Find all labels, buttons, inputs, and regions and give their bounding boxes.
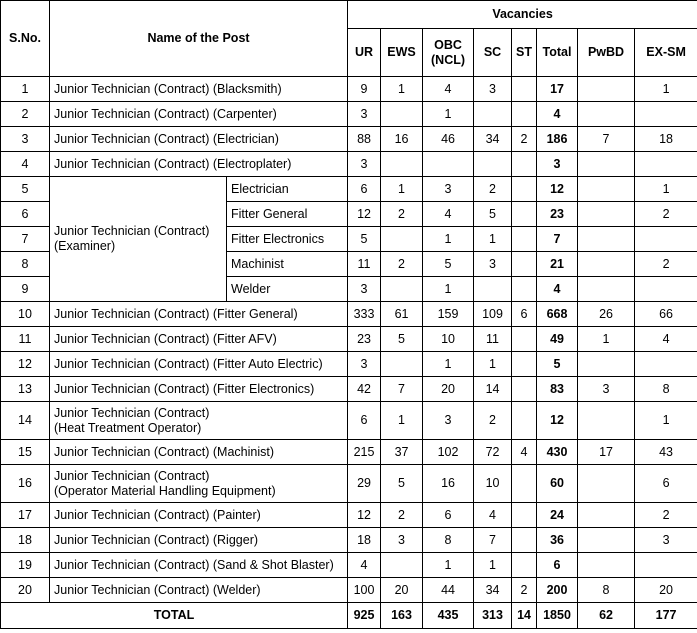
cell-post: Junior Technician (Contract) (Electrician) [50,127,348,152]
cell-total: 12 [537,402,578,440]
cell-ur: 6 [348,177,381,202]
cell-st [512,252,537,277]
cell-sno: 4 [1,152,50,177]
cell-total: 17 [537,77,578,102]
cell-st [512,102,537,127]
cell-post: Junior Technician (Contract) (Fitter General) [50,302,348,327]
cell-exsm: 8 [635,377,697,402]
header-row-top [1,1,697,29]
cell-exsm: 2 [635,202,697,227]
header-obc [423,29,474,77]
cell-ews [381,152,423,177]
cell-st [512,77,537,102]
cell-st [512,227,537,252]
cell-total: 49 [537,327,578,352]
cell-sno: 9 [1,277,50,302]
cell-sno: 18 [1,528,50,553]
cell-st: 6 [512,302,537,327]
cell-sno: 6 [1,202,50,227]
header-st: ST [512,29,537,77]
cell-obc: 3 [423,177,474,202]
cell-sub-post: Welder [227,277,348,302]
cell-sc: 14 [474,377,512,402]
cell-obc: 1 [423,102,474,127]
cell-sub-post: Fitter General [227,202,348,227]
cell-obc: 46 [423,127,474,152]
cell-ur: 5 [348,227,381,252]
cell-ews [381,352,423,377]
cell-st: 2 [512,127,537,152]
table-row [1,152,697,177]
cell-ur: 100 [348,578,381,603]
cell-sc: 2 [474,402,512,440]
cell-sc: 2 [474,177,512,202]
cell-pwbd [578,102,635,127]
cell-post: Junior Technician (Contract) (Fitter Electronics) [50,377,348,402]
cell-ews [381,553,423,578]
cell-ews: 7 [381,377,423,402]
cell-ur: 3 [348,277,381,302]
cell-ews: 2 [381,252,423,277]
cell-obc: 16 [423,465,474,503]
cell-pwbd: 1 [578,327,635,352]
cell-total: 12 [537,177,578,202]
cell-ews: 37 [381,440,423,465]
cell-pwbd: 17 [578,440,635,465]
total-ur: 925 [348,603,381,629]
cell-sc: 5 [474,202,512,227]
cell-total: 6 [537,553,578,578]
cell-sc: 4 [474,503,512,528]
cell-sno: 8 [1,252,50,277]
cell-pwbd [578,503,635,528]
cell-ews [381,227,423,252]
cell-sc [474,152,512,177]
cell-ur: 333 [348,302,381,327]
cell-exsm: 2 [635,503,697,528]
cell-sno: 3 [1,127,50,152]
cell-exsm: 6 [635,465,697,503]
header-pwbd: PwBD [578,29,635,77]
header-post: Name of the Post [50,1,348,77]
table-row [1,465,697,503]
cell-ur: 29 [348,465,381,503]
cell-sc: 1 [474,227,512,252]
cell-sno: 19 [1,553,50,578]
cell-total: 200 [537,578,578,603]
cell-sc: 11 [474,327,512,352]
cell-sno: 5 [1,177,50,202]
cell-sno: 16 [1,465,50,503]
cell-obc: 1 [423,227,474,252]
cell-sno: 13 [1,377,50,402]
cell-sc: 34 [474,127,512,152]
cell-exsm [635,102,697,127]
cell-pwbd [578,553,635,578]
cell-post: Junior Technician (Contract) (Fitter Auto Electric) [50,352,348,377]
total-sc: 313 [474,603,512,629]
cell-ur: 6 [348,402,381,440]
cell-exsm [635,227,697,252]
cell-obc: 1 [423,553,474,578]
cell-ur: 215 [348,440,381,465]
header-sno: S.No. [1,1,50,77]
cell-pwbd [578,202,635,227]
cell-exsm: 20 [635,578,697,603]
cell-total: 60 [537,465,578,503]
cell-post: Junior Technician (Contract) (Painter) [50,503,348,528]
table-row [1,77,697,102]
cell-ews: 1 [381,77,423,102]
cell-pwbd [578,252,635,277]
cell-exsm: 2 [635,252,697,277]
cell-st [512,553,537,578]
table-row [1,302,697,327]
cell-obc: 4 [423,202,474,227]
cell-post: Junior Technician (Contract) (Rigger) [50,528,348,553]
cell-post: Junior Technician (Contract) (Sand & Shot Blaster) [50,553,348,578]
cell-total: 5 [537,352,578,377]
cell-sc [474,102,512,127]
cell-st [512,277,537,302]
cell-post [50,402,348,440]
total-total: 1850 [537,603,578,629]
cell-post: Junior Technician (Contract) (Machinist) [50,440,348,465]
cell-sc: 1 [474,352,512,377]
cell-exsm: 3 [635,528,697,553]
cell-sno: 14 [1,402,50,440]
cell-ur: 42 [348,377,381,402]
cell-sno: 12 [1,352,50,377]
cell-st [512,152,537,177]
cell-st [512,528,537,553]
cell-post: Junior Technician (Contract) (Fitter AFV) [50,327,348,352]
cell-total: 36 [537,528,578,553]
cell-ews [381,102,423,127]
cell-sc: 1 [474,553,512,578]
cell-pwbd [578,177,635,202]
cell-st [512,352,537,377]
cell-st [512,327,537,352]
cell-total: 430 [537,440,578,465]
total-pwbd: 62 [578,603,635,629]
cell-ur: 11 [348,252,381,277]
cell-ur: 12 [348,503,381,528]
cell-total: 83 [537,377,578,402]
cell-pwbd: 26 [578,302,635,327]
cell-ews: 5 [381,465,423,503]
total-row [1,603,697,629]
cell-total: 4 [537,102,578,127]
cell-pwbd [578,465,635,503]
cell-post: Junior Technician (Contract) (Welder) [50,578,348,603]
cell-total: 668 [537,302,578,327]
cell-exsm [635,152,697,177]
cell-obc: 102 [423,440,474,465]
table-row [1,327,697,352]
cell-sc: 10 [474,465,512,503]
cell-sc: 34 [474,578,512,603]
cell-exsm: 43 [635,440,697,465]
cell-total: 7 [537,227,578,252]
cell-pwbd [578,152,635,177]
table-row [1,377,697,402]
cell-ews: 5 [381,327,423,352]
table-row [1,503,697,528]
table-row [1,553,697,578]
cell-ur: 4 [348,553,381,578]
cell-ews: 16 [381,127,423,152]
cell-sno: 1 [1,77,50,102]
cell-sno: 17 [1,503,50,528]
table-row [1,578,697,603]
cell-sno: 10 [1,302,50,327]
cell-sno: 2 [1,102,50,127]
header-vacancies: Vacancies [348,1,697,29]
cell-exsm: 1 [635,177,697,202]
cell-ur: 88 [348,127,381,152]
cell-sub-post: Electrician [227,177,348,202]
cell-pwbd: 8 [578,578,635,603]
total-st: 14 [512,603,537,629]
cell-st [512,177,537,202]
cell-obc: 3 [423,402,474,440]
cell-sc: 7 [474,528,512,553]
header-ur: UR [348,29,381,77]
cell-post-line1: Junior Technician (Contract) [54,468,210,483]
cell-ur: 18 [348,528,381,553]
cell-ews: 61 [381,302,423,327]
cell-obc: 159 [423,302,474,327]
cell-pwbd [578,227,635,252]
cell-sno: 7 [1,227,50,252]
cell-ews [381,277,423,302]
cell-ews: 2 [381,503,423,528]
cell-post [50,465,348,503]
cell-post-line2: (Heat Treatment Operator) [54,420,202,435]
cell-ur: 3 [348,102,381,127]
header-sc: SC [474,29,512,77]
total-label: TOTAL [1,603,348,629]
cell-sub-post: Machinist [227,252,348,277]
cell-total: 3 [537,152,578,177]
cell-exsm [635,553,697,578]
table-row [1,440,697,465]
cell-obc: 1 [423,352,474,377]
cell-ur: 23 [348,327,381,352]
cell-total: 21 [537,252,578,277]
cell-sc: 3 [474,77,512,102]
total-obc: 435 [423,603,474,629]
cell-pwbd [578,352,635,377]
header-obc-line2: (NCL) [431,52,466,67]
cell-obc: 5 [423,252,474,277]
cell-ur: 12 [348,202,381,227]
cell-st [512,503,537,528]
cell-st [512,202,537,227]
cell-pwbd [578,402,635,440]
total-exsm: 177 [635,603,697,629]
cell-exsm: 1 [635,402,697,440]
cell-obc: 8 [423,528,474,553]
cell-sno: 15 [1,440,50,465]
cell-exsm [635,352,697,377]
cell-obc: 20 [423,377,474,402]
cell-exsm [635,277,697,302]
cell-obc: 4 [423,77,474,102]
cell-ews: 1 [381,402,423,440]
cell-exsm: 1 [635,77,697,102]
cell-ur: 3 [348,352,381,377]
table-row [1,127,697,152]
cell-obc: 10 [423,327,474,352]
cell-obc: 6 [423,503,474,528]
total-ews: 163 [381,603,423,629]
cell-total: 186 [537,127,578,152]
cell-sc: 3 [474,252,512,277]
cell-total: 24 [537,503,578,528]
cell-ews: 2 [381,202,423,227]
table-row [1,352,697,377]
cell-sno: 11 [1,327,50,352]
cell-pwbd [578,77,635,102]
cell-ur: 3 [348,152,381,177]
cell-st [512,465,537,503]
cell-post-line1: Junior Technician (Contract) [54,405,210,420]
cell-ews: 20 [381,578,423,603]
cell-st [512,402,537,440]
cell-pwbd: 3 [578,377,635,402]
header-obc-line1: OBC [434,37,462,52]
cell-total: 4 [537,277,578,302]
cell-obc: 1 [423,277,474,302]
header-ews: EWS [381,29,423,77]
cell-obc: 44 [423,578,474,603]
cell-st [512,377,537,402]
cell-obc [423,152,474,177]
header-exsm: EX-SM [635,29,697,77]
cell-pwbd [578,528,635,553]
cell-post: Junior Technician (Contract) (Electroplater) [50,152,348,177]
table-row [1,528,697,553]
cell-pwbd [578,277,635,302]
cell-post: Junior Technician (Contract) (Blacksmith) [50,77,348,102]
cell-post-group: Junior Technician (Contract) (Examiner) [50,177,227,302]
table-row [1,177,697,202]
cell-sub-post: Fitter Electronics [227,227,348,252]
table-row [1,102,697,127]
cell-exsm: 66 [635,302,697,327]
cell-sno: 20 [1,578,50,603]
cell-ews: 3 [381,528,423,553]
cell-post: Junior Technician (Contract) (Carpenter) [50,102,348,127]
cell-exsm: 4 [635,327,697,352]
cell-pwbd: 7 [578,127,635,152]
cell-sc [474,277,512,302]
cell-st: 2 [512,578,537,603]
table-row [1,402,697,440]
cell-ews: 1 [381,177,423,202]
cell-post-line2: (Operator Material Handling Equipment) [54,483,276,498]
cell-exsm: 18 [635,127,697,152]
cell-total: 23 [537,202,578,227]
header-total: Total [537,29,578,77]
cell-sc: 72 [474,440,512,465]
cell-st: 4 [512,440,537,465]
cell-ur: 9 [348,77,381,102]
cell-sc: 109 [474,302,512,327]
